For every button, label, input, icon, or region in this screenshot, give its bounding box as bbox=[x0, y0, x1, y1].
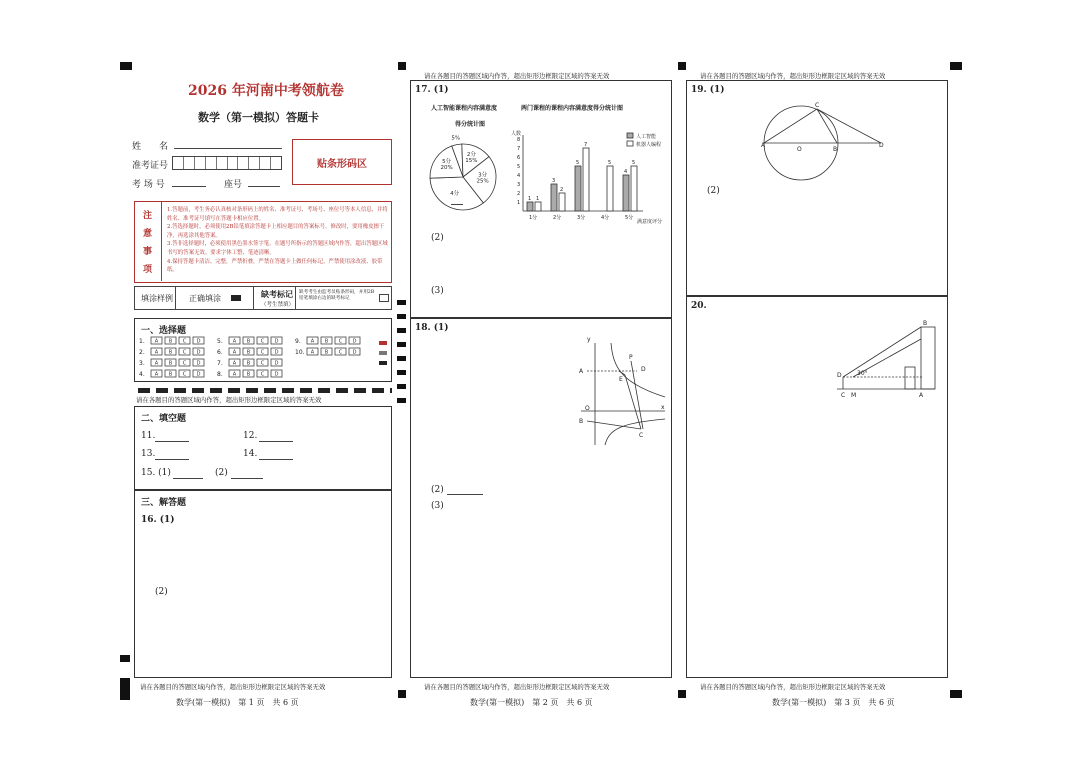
name-input[interactable] bbox=[174, 148, 282, 149]
card-subtitle: 数学（第一模拟）答题卡 bbox=[198, 111, 319, 124]
x-tick-label: 4分 bbox=[601, 215, 610, 221]
notice-text: 1.答题前，考生务必认真核对条形码上的姓名、准考证号、考场号、座位号等本人信息，并将姓名、准考证号填写在答题卡相应位置。 2.答选择题时，必须使用2B铅笔填涂答题卡上相应题目的答案标号，修改时，要用橡皮擦干净，再选涂其他答案。 3.答非选择题时，必须使用黑色墨水签字笔，在题号所指示的答题区域内作答，超出答题区域书写的答案无效。要求字体工整、笔迹清晰。 4.保持答题卡清洁、完整，严禁折叠，严禁在答题卡上做任何标记，严禁使用涂改液、胶带纸。 bbox=[167, 207, 388, 274]
answer-bubble-letter: D bbox=[274, 360, 279, 367]
building-figure bbox=[835, 319, 939, 397]
x-tick-label: 2分 bbox=[553, 215, 562, 221]
pie-label: 2分 bbox=[466, 152, 476, 159]
answer-12-line[interactable] bbox=[259, 441, 293, 442]
svg-text:O: O bbox=[585, 405, 590, 412]
q20-panel: 20. B D C M A 30° bbox=[686, 296, 948, 678]
answer-bubble-letter: C bbox=[182, 349, 187, 356]
svg-text:7.: 7. bbox=[217, 360, 223, 367]
corner-mark bbox=[398, 690, 406, 698]
answer-bubble-letter: A bbox=[154, 360, 159, 367]
corner-mark bbox=[120, 678, 130, 700]
pie-label: 20% bbox=[440, 164, 453, 171]
answer-bubble-letter: B bbox=[246, 360, 251, 367]
pie-chart bbox=[423, 135, 503, 215]
answer-bubble-letter: D bbox=[352, 338, 357, 345]
corner-mark bbox=[120, 62, 132, 70]
svg-text:B: B bbox=[833, 146, 838, 153]
answer-bubble-letter: A bbox=[310, 349, 315, 356]
fill-example-row: 填涂样例 正确填涂 缺考标记 （考生禁填） 缺考考生由监考员贴条形码，并用2B铅笔填涂右边的缺考标记 bbox=[134, 286, 392, 310]
corner-mark bbox=[678, 62, 686, 70]
exam-title: 2026 年河南中考领航卷 bbox=[188, 83, 344, 99]
answer-bubble-letter: C bbox=[260, 360, 265, 367]
svg-text:A: A bbox=[761, 142, 766, 149]
legend-label: 机器人编程 bbox=[636, 142, 662, 148]
answer-bubble-letter: B bbox=[324, 349, 329, 356]
answer-14-line[interactable] bbox=[259, 459, 293, 460]
svg-text:O: O bbox=[797, 146, 802, 153]
bar-robot bbox=[559, 193, 565, 211]
svg-text:E: E bbox=[619, 376, 623, 383]
legend-swatch bbox=[627, 133, 633, 138]
svg-text:A: A bbox=[919, 392, 924, 399]
bar-value-label: 1 bbox=[536, 196, 540, 202]
answer-bubble-letter: A bbox=[154, 349, 159, 356]
answer-bubble-letter: B bbox=[246, 371, 251, 378]
y-tick-label: 6 bbox=[517, 155, 521, 161]
y-tick-label: 5 bbox=[517, 164, 521, 170]
page3-warning-bottom: 请在各题目的答题区域内作答，超出矩形边框限定区域的答案无效 bbox=[700, 683, 886, 691]
pie-label: 5分 bbox=[442, 158, 452, 165]
answer-bubble-letter: A bbox=[232, 338, 237, 345]
bar-value-label: 5 bbox=[608, 160, 612, 166]
corner-mark bbox=[950, 62, 962, 70]
solution-panel-16: 三、解答题 16. (1) (2) bbox=[134, 490, 392, 678]
y-tick-label: 4 bbox=[517, 173, 521, 179]
answer-bubble-letter: A bbox=[154, 338, 159, 345]
pie-label: 5% bbox=[451, 135, 461, 142]
svg-text:D: D bbox=[879, 142, 884, 149]
y-tick-label: 1 bbox=[517, 200, 521, 206]
circle-figure bbox=[763, 101, 889, 183]
answer-bubble-letter: A bbox=[154, 371, 159, 378]
answer-bubble-letter: B bbox=[324, 338, 329, 345]
pie-label: 4分 bbox=[450, 190, 460, 197]
svg-text:M: M bbox=[851, 392, 857, 399]
pie-label: 25% bbox=[476, 178, 489, 185]
corner-mark bbox=[398, 62, 406, 70]
answer-13-line[interactable] bbox=[155, 459, 189, 460]
fill-in-panel: 二、填空题 11. 12. 13. 14. 15. (1) (2) bbox=[134, 406, 392, 490]
name-label: 姓 名 bbox=[132, 142, 169, 152]
answer-bubble-letter: B bbox=[168, 349, 173, 356]
y-tick-label: 7 bbox=[517, 146, 521, 152]
answer-bubble-letter: D bbox=[196, 360, 201, 367]
pie-label: 15% bbox=[465, 158, 478, 165]
q17-panel: 17. (1) 人工智能课程内容满意度 得分统计图 两门课程的课程内容满意度得分统计图 5% 2分 15% 3分 25% 4分 5分 20% 人数 1 2 3 4 5 6 7 8 1分 1 1 2分 3 2 3分 5 7 4分 5 5分 4 5 满意度评分 人工智能 机器人编程 (2) (3) bbox=[410, 80, 672, 318]
multiple-choice-panel: 一、选择题 1. 5. 9. 2. 6. 10. 3. 7. 4. 8. A B C D A B C D A B C D A B C D A B C D A B C D A B C D A B C D A B C D A B C D bbox=[134, 318, 392, 382]
room-label: 考 场 号 bbox=[132, 180, 165, 190]
svg-text:B: B bbox=[579, 418, 584, 425]
bar-value-label: 3 bbox=[552, 178, 556, 184]
corner-mark bbox=[120, 655, 130, 662]
pie-title: 人工智能课程内容满意度 bbox=[431, 105, 498, 112]
bar-ai bbox=[623, 175, 629, 211]
answer-bubble-letter: C bbox=[182, 371, 187, 378]
bar-value-label: 2 bbox=[560, 187, 564, 193]
answer-bubble-letter: D bbox=[274, 338, 279, 345]
mc-bubbles[interactable] bbox=[139, 335, 389, 381]
page1-footer: 数学(第一模拟) 第 1 页 共 6 页 bbox=[176, 698, 299, 707]
bar-ai bbox=[527, 202, 533, 211]
bar-chart bbox=[509, 129, 671, 227]
bar-value-label: 7 bbox=[584, 142, 588, 148]
bar-robot bbox=[535, 202, 541, 211]
page1-warning-top: 请在各题目的答题区域内作答，超出矩形边框限定区域的答案无效 bbox=[136, 396, 322, 404]
answer-bubble-letter: D bbox=[196, 371, 201, 378]
svg-text:C: C bbox=[841, 392, 846, 399]
bar-value-label: 5 bbox=[632, 160, 636, 166]
absent-mark-box[interactable] bbox=[379, 294, 389, 302]
answer-bubble-letter: B bbox=[168, 338, 173, 345]
page2-warning-bottom: 请在各题目的答题区域内作答，超出矩形边框限定区域的答案无效 bbox=[424, 683, 610, 691]
answer-bubble-letter: A bbox=[232, 349, 237, 356]
answer-bubble-letter: C bbox=[260, 371, 265, 378]
page3-footer: 数学(第一模拟) 第 3 页 共 6 页 bbox=[772, 698, 895, 707]
answer-15-1-line[interactable] bbox=[173, 478, 203, 479]
corner-mark bbox=[678, 690, 686, 698]
answer-bubble-letter: D bbox=[196, 338, 201, 345]
bar-ai bbox=[575, 166, 581, 211]
svg-text:4.: 4. bbox=[139, 371, 145, 378]
answer-bubble-letter: C bbox=[182, 338, 187, 345]
bar-value-label: 1 bbox=[528, 196, 532, 202]
answer-bubble-letter: B bbox=[168, 371, 173, 378]
bar-value-label: 5 bbox=[576, 160, 580, 166]
mc-num: 1. bbox=[139, 338, 145, 345]
answer-11-line[interactable] bbox=[155, 441, 189, 442]
answer-bubble-letter: C bbox=[338, 349, 343, 356]
svg-text:D: D bbox=[837, 372, 842, 379]
page3-warning-top: 请在各题目的答题区域内作答，超出矩形边框限定区域的答案无效 bbox=[700, 72, 886, 80]
separator-bar bbox=[138, 388, 392, 393]
seat-label: 座号 bbox=[224, 180, 243, 190]
svg-text:C: C bbox=[815, 102, 820, 109]
answer-bubble-letter: D bbox=[352, 349, 357, 356]
svg-text:x: x bbox=[661, 404, 665, 411]
svg-text:10.: 10. bbox=[295, 349, 305, 356]
svg-text:9.: 9. bbox=[295, 338, 301, 345]
answer-bubble-letter: C bbox=[338, 338, 343, 345]
svg-text:5.: 5. bbox=[217, 338, 223, 345]
answer-bubble-letter: A bbox=[232, 371, 237, 378]
legend-swatch bbox=[627, 141, 633, 146]
answer-bubble-letter: C bbox=[182, 360, 187, 367]
barcode-label: 贴条形码区 bbox=[317, 158, 367, 170]
svg-text:B: B bbox=[923, 320, 928, 327]
x-tick-label: 3分 bbox=[577, 215, 586, 221]
y-axis-label: 人数 bbox=[511, 131, 522, 137]
answer-bubble-letter: B bbox=[246, 349, 251, 356]
legend-label: 人工智能 bbox=[636, 134, 657, 140]
answer-bubble-letter: C bbox=[260, 338, 265, 345]
bar-value-label: 4 bbox=[624, 169, 628, 175]
page1-warning-bottom: 请在各题目的答题区域内作答，超出矩形边框限定区域的答案无效 bbox=[140, 683, 326, 691]
bar-robot bbox=[583, 148, 589, 211]
function-graph bbox=[577, 337, 667, 449]
exam-id-label: 准考证号 bbox=[132, 161, 169, 171]
answer-bubble-letter: D bbox=[274, 371, 279, 378]
svg-text:y: y bbox=[587, 336, 591, 343]
corner-mark bbox=[950, 690, 962, 698]
svg-text:30°: 30° bbox=[857, 370, 868, 377]
pie-label: 3分 bbox=[478, 172, 488, 179]
barcode-area bbox=[292, 139, 392, 185]
y-tick-label: 8 bbox=[517, 137, 521, 143]
bar-title: 两门课程的课程内容满意度得分统计图 bbox=[521, 105, 624, 112]
y-tick-label: 3 bbox=[517, 182, 521, 188]
bar-ai bbox=[551, 184, 557, 211]
seat-input[interactable] bbox=[248, 186, 280, 187]
exam-id-boxes[interactable] bbox=[172, 156, 282, 170]
answer-bubble-letter: A bbox=[310, 338, 315, 345]
svg-text:C: C bbox=[639, 432, 644, 439]
page2-footer: 数学(第一模拟) 第 2 页 共 6 页 bbox=[470, 698, 593, 707]
answer-bubble-letter: B bbox=[168, 360, 173, 367]
answer-bubble-letter: B bbox=[246, 338, 251, 345]
answer-15-2-line[interactable] bbox=[231, 478, 263, 479]
x-tick-label: 5分 bbox=[625, 215, 634, 221]
svg-text:D: D bbox=[641, 366, 646, 373]
x-axis-label: 满意度评分 bbox=[637, 219, 663, 225]
notice-box: 注 意 事 项 1.答题前，考生务必认真核对条形码上的姓名、准考证号、考场号、座位号等本人信息，并将姓名、准考证号填写在答题卡相应位置。 2.答选择题时，必须使用2B铅笔填涂答题卡上相应题目的答案标号，修改时，要用橡皮擦干净，再选涂其他答案。 3.答非选择题时，必须使用黑色墨水签字笔，在题号所指示的答题区域内作答，超出答题区域书写的答案无效。要求字体工整、笔迹清晰。 4.保持答题卡清洁、完整，严禁折叠，严禁在答题卡上做任何标记，严禁使用涂改液、胶带纸。 bbox=[134, 201, 392, 283]
svg-text:6.: 6. bbox=[217, 349, 223, 356]
bar-robot bbox=[631, 166, 637, 211]
bar-robot bbox=[607, 166, 613, 211]
answer-bubble-letter: A bbox=[232, 360, 237, 367]
answer-bubble-letter: D bbox=[274, 349, 279, 356]
svg-text:A: A bbox=[579, 368, 584, 375]
answer-bubble-letter: C bbox=[260, 349, 265, 356]
page2-warning-top: 请在各题目的答题区域内作答，超出矩形边框限定区域的答案无效 bbox=[424, 72, 610, 80]
answer-bubble-letter: D bbox=[196, 349, 201, 356]
svg-text:8.: 8. bbox=[217, 371, 223, 378]
x-tick-label: 1分 bbox=[529, 215, 538, 221]
svg-text:3.: 3. bbox=[139, 360, 145, 367]
svg-text:2.: 2. bbox=[139, 349, 145, 356]
y-tick-label: 2 bbox=[517, 191, 521, 197]
answer-18-2-line[interactable] bbox=[447, 494, 483, 495]
room-input[interactable] bbox=[172, 186, 206, 187]
q19-panel: 19. (1) A O B C D (2) bbox=[686, 80, 948, 296]
filled-bubble-example bbox=[231, 295, 241, 301]
svg-text:P: P bbox=[629, 354, 633, 361]
q18-panel: 18. (1) y x O A B C D E P (2) (3) bbox=[410, 318, 672, 678]
